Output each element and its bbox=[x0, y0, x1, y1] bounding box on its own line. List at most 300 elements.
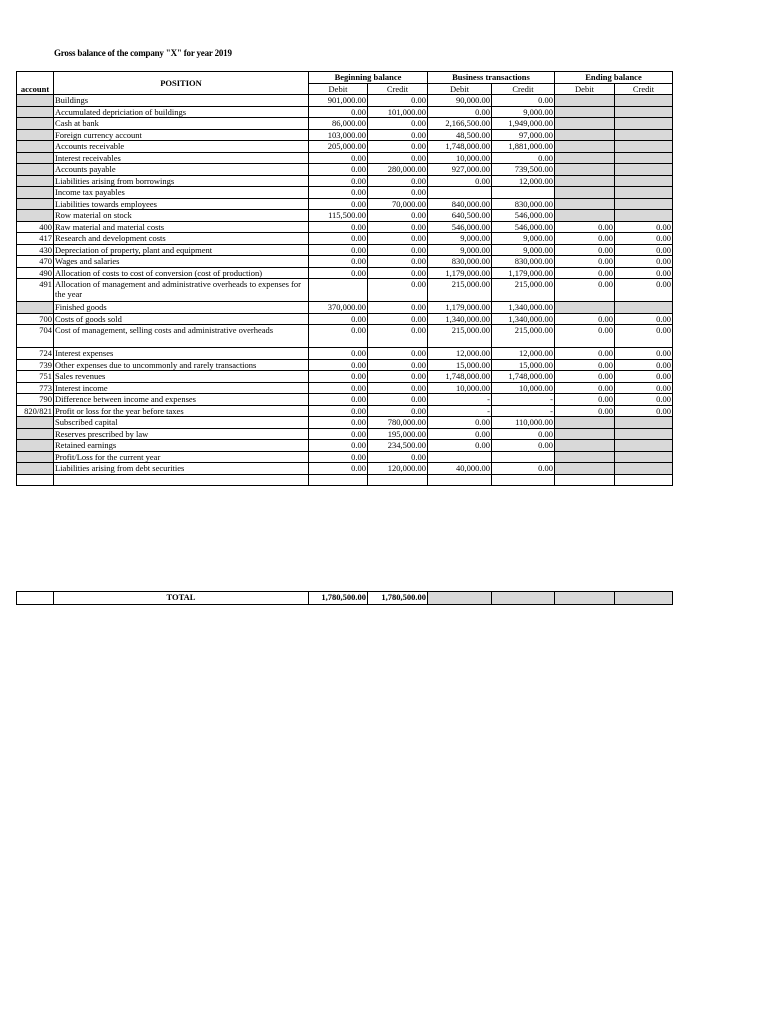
position-cell: Income tax payables bbox=[54, 187, 309, 199]
eb-debit-cell bbox=[555, 95, 615, 107]
bt-debit-cell: 2,166,500.00 bbox=[428, 118, 492, 130]
bb-debit-cell: 0.00 bbox=[309, 382, 368, 394]
account-cell: 400 bbox=[17, 221, 54, 233]
table-row bbox=[17, 198, 673, 210]
bb-debit-cell: 0.00 bbox=[309, 198, 368, 210]
account-cell bbox=[17, 302, 54, 314]
position-cell: Reserves prescribed by law bbox=[54, 428, 309, 440]
eb-debit-cell bbox=[555, 129, 615, 141]
bt-credit-cell: 1,340,000.00 bbox=[492, 313, 555, 325]
bb-credit-cell: 120,000.00 bbox=[368, 463, 428, 475]
eb-debit-cell bbox=[555, 417, 615, 429]
eb-credit-cell: 0.00 bbox=[615, 279, 673, 302]
bb-debit-cell: 0.00 bbox=[309, 187, 368, 199]
eb-debit-cell bbox=[555, 106, 615, 118]
table-row bbox=[17, 106, 673, 118]
bb-debit-cell: 0.00 bbox=[309, 428, 368, 440]
account-cell bbox=[17, 106, 54, 118]
eb-credit-cell bbox=[615, 463, 673, 475]
table-row bbox=[17, 474, 673, 486]
bt-debit-cell: 1,748,000.00 bbox=[428, 141, 492, 153]
eb-debit-cell: 0.00 bbox=[555, 313, 615, 325]
account-cell: 820/821 bbox=[17, 405, 54, 417]
eb-debit-cell: 0.00 bbox=[555, 405, 615, 417]
bt-credit-cell: 9,000.00 bbox=[492, 244, 555, 256]
total-bt-debit bbox=[428, 592, 492, 605]
eb-debit-cell bbox=[555, 440, 615, 452]
eb-credit-cell: 0.00 bbox=[615, 244, 673, 256]
bt-credit-cell: 1,949,000.00 bbox=[492, 118, 555, 130]
eb-credit-cell bbox=[615, 152, 673, 164]
bb-debit-cell: 370,000.00 bbox=[309, 302, 368, 314]
bb-credit-cell: 0.00 bbox=[368, 267, 428, 279]
table-row bbox=[17, 371, 673, 383]
bb-debit-cell: 0.00 bbox=[309, 164, 368, 176]
table-row bbox=[17, 313, 673, 325]
eb-debit-cell bbox=[555, 164, 615, 176]
bt-debit-cell: 1,179,000.00 bbox=[428, 267, 492, 279]
eb-credit-cell: 0.00 bbox=[615, 325, 673, 348]
eb-debit-cell: 0.00 bbox=[555, 359, 615, 371]
eb-credit-cell: 0.00 bbox=[615, 359, 673, 371]
header-ending-balance: Ending balance bbox=[555, 72, 673, 84]
eb-debit-cell bbox=[555, 302, 615, 314]
eb-credit-cell: 0.00 bbox=[615, 382, 673, 394]
account-cell bbox=[17, 129, 54, 141]
bb-debit-cell: 0.00 bbox=[309, 451, 368, 463]
account-cell bbox=[17, 417, 54, 429]
eb-credit-cell bbox=[615, 428, 673, 440]
account-cell: 491 bbox=[17, 279, 54, 302]
account-cell: 724 bbox=[17, 348, 54, 360]
account-cell bbox=[17, 428, 54, 440]
bt-credit-cell: 215,000.00 bbox=[492, 279, 555, 302]
bt-credit-cell: 97,000.00 bbox=[492, 129, 555, 141]
total-bt-credit bbox=[492, 592, 555, 605]
position-cell: Liabilities arising from debt securities bbox=[54, 463, 309, 475]
account-cell bbox=[17, 152, 54, 164]
bt-debit-cell bbox=[428, 474, 492, 486]
eb-debit-cell: 0.00 bbox=[555, 267, 615, 279]
bb-debit-cell: 86,000.00 bbox=[309, 118, 368, 130]
bb-credit-cell: 780,000.00 bbox=[368, 417, 428, 429]
position-cell: Sales revenues bbox=[54, 371, 309, 383]
total-eb-debit bbox=[555, 592, 615, 605]
bb-debit-cell: 0.00 bbox=[309, 256, 368, 268]
account-cell: 704 bbox=[17, 325, 54, 348]
eb-debit-cell bbox=[555, 210, 615, 222]
bb-debit-cell: 0.00 bbox=[309, 175, 368, 187]
eb-debit-cell: 0.00 bbox=[555, 371, 615, 383]
eb-debit-cell bbox=[555, 118, 615, 130]
bt-credit-cell bbox=[492, 451, 555, 463]
position-cell: Allocation of management and administrative overheads to expenses for the year bbox=[54, 279, 309, 302]
eb-debit-cell bbox=[555, 474, 615, 486]
account-cell: 773 bbox=[17, 382, 54, 394]
table-row bbox=[17, 256, 673, 268]
eb-debit-cell: 0.00 bbox=[555, 279, 615, 302]
table-row bbox=[17, 405, 673, 417]
table-row bbox=[17, 233, 673, 245]
bt-debit-cell: 1,179,000.00 bbox=[428, 302, 492, 314]
eb-credit-cell bbox=[615, 210, 673, 222]
position-cell: Interest expenses bbox=[54, 348, 309, 360]
bb-credit-cell: 0.00 bbox=[368, 348, 428, 360]
position-cell: Retained earnings bbox=[54, 440, 309, 452]
eb-debit-cell bbox=[555, 152, 615, 164]
eb-credit-cell: 0.00 bbox=[615, 256, 673, 268]
table-row bbox=[17, 382, 673, 394]
position-cell: Accumulated depriciation of buildings bbox=[54, 106, 309, 118]
bt-credit-cell: 12,000.00 bbox=[492, 175, 555, 187]
bb-credit-cell: 0.00 bbox=[368, 371, 428, 383]
account-cell bbox=[17, 187, 54, 199]
total-label: TOTAL bbox=[54, 592, 309, 605]
account-cell bbox=[17, 118, 54, 130]
bb-credit-cell: 195,000.00 bbox=[368, 428, 428, 440]
bb-debit-cell: 0.00 bbox=[309, 152, 368, 164]
position-cell: Profit or loss for the year before taxes bbox=[54, 405, 309, 417]
eb-debit-cell bbox=[555, 187, 615, 199]
bb-credit-cell: 0.00 bbox=[368, 187, 428, 199]
bt-credit-cell: 0.00 bbox=[492, 95, 555, 107]
position-cell: Raw material and material costs bbox=[54, 221, 309, 233]
header-bt-debit: Debit bbox=[428, 83, 492, 95]
eb-credit-cell bbox=[615, 106, 673, 118]
position-cell: Liabilities towards employees bbox=[54, 198, 309, 210]
eb-debit-cell: 0.00 bbox=[555, 325, 615, 348]
eb-credit-cell bbox=[615, 198, 673, 210]
bb-credit-cell: 101,000.00 bbox=[368, 106, 428, 118]
bt-debit-cell: 10,000.00 bbox=[428, 382, 492, 394]
bb-credit-cell: 0.00 bbox=[368, 451, 428, 463]
position-cell: Row material on stock bbox=[54, 210, 309, 222]
bt-credit-cell: 9,000.00 bbox=[492, 233, 555, 245]
eb-credit-cell: 0.00 bbox=[615, 221, 673, 233]
table-row bbox=[17, 129, 673, 141]
bt-credit-cell: 12,000.00 bbox=[492, 348, 555, 360]
table-row bbox=[17, 118, 673, 130]
table-row bbox=[17, 451, 673, 463]
bb-debit-cell: 0.00 bbox=[309, 394, 368, 406]
bb-debit-cell: 103,000.00 bbox=[309, 129, 368, 141]
bt-debit-cell: - bbox=[428, 394, 492, 406]
bt-debit-cell: 15,000.00 bbox=[428, 359, 492, 371]
bb-debit-cell: 0.00 bbox=[309, 348, 368, 360]
position-cell: Cost of management, selling costs and administrative overheads bbox=[54, 325, 309, 348]
eb-debit-cell: 0.00 bbox=[555, 256, 615, 268]
position-cell: Accounts payable bbox=[54, 164, 309, 176]
table-row bbox=[17, 440, 673, 452]
total-row bbox=[17, 592, 673, 605]
header-bb-debit: Debit bbox=[309, 83, 368, 95]
total-account-cell bbox=[17, 592, 54, 605]
bb-debit-cell: 0.00 bbox=[309, 233, 368, 245]
eb-credit-cell bbox=[615, 164, 673, 176]
bt-credit-cell: 1,179,000.00 bbox=[492, 267, 555, 279]
bb-debit-cell: 0.00 bbox=[309, 221, 368, 233]
eb-debit-cell: 0.00 bbox=[555, 221, 615, 233]
bt-credit-cell: 0.00 bbox=[492, 428, 555, 440]
bt-credit-cell: 215,000.00 bbox=[492, 325, 555, 348]
table-row bbox=[17, 152, 673, 164]
table-row bbox=[17, 175, 673, 187]
table-row bbox=[17, 325, 673, 348]
eb-debit-cell bbox=[555, 198, 615, 210]
eb-credit-cell: 0.00 bbox=[615, 405, 673, 417]
eb-debit-cell: 0.00 bbox=[555, 382, 615, 394]
bt-debit-cell: 927,000.00 bbox=[428, 164, 492, 176]
eb-credit-cell: 0.00 bbox=[615, 394, 673, 406]
bt-debit-cell: 0.00 bbox=[428, 440, 492, 452]
bb-credit-cell: 0.00 bbox=[368, 210, 428, 222]
eb-debit-cell bbox=[555, 175, 615, 187]
eb-credit-cell bbox=[615, 474, 673, 486]
account-cell bbox=[17, 451, 54, 463]
eb-credit-cell bbox=[615, 417, 673, 429]
total-bb-debit: 1,780,500.00 bbox=[309, 592, 368, 605]
bt-debit-cell: 90,000.00 bbox=[428, 95, 492, 107]
bb-credit-cell: 0.00 bbox=[368, 175, 428, 187]
total-eb-credit bbox=[615, 592, 673, 605]
bb-debit-cell: 205,000.00 bbox=[309, 141, 368, 153]
total-table bbox=[16, 591, 673, 605]
bt-credit-cell: 10,000.00 bbox=[492, 382, 555, 394]
bt-credit-cell: 1,340,000.00 bbox=[492, 302, 555, 314]
account-cell bbox=[17, 198, 54, 210]
position-cell: Liabilities arising from borrowings bbox=[54, 175, 309, 187]
bt-credit-cell: 546,000.00 bbox=[492, 210, 555, 222]
account-cell bbox=[17, 463, 54, 475]
table-row bbox=[17, 348, 673, 360]
position-cell: Subscribed capital bbox=[54, 417, 309, 429]
account-cell bbox=[17, 440, 54, 452]
bb-debit-cell: 0.00 bbox=[309, 244, 368, 256]
eb-credit-cell bbox=[615, 129, 673, 141]
bt-debit-cell: 9,000.00 bbox=[428, 233, 492, 245]
bt-credit-cell: 1,881,000.00 bbox=[492, 141, 555, 153]
eb-debit-cell bbox=[555, 463, 615, 475]
position-cell: Other expenses due to uncommonly and rarely transactions bbox=[54, 359, 309, 371]
position-cell: Interest receivables bbox=[54, 152, 309, 164]
bb-credit-cell: 0.00 bbox=[368, 394, 428, 406]
account-cell: 751 bbox=[17, 371, 54, 383]
bt-debit-cell: 10,000.00 bbox=[428, 152, 492, 164]
bb-credit-cell: 0.00 bbox=[368, 129, 428, 141]
bt-debit-cell: 1,748,000.00 bbox=[428, 371, 492, 383]
bb-credit-cell: 70,000.00 bbox=[368, 198, 428, 210]
position-cell: Allocation of costs to cost of conversion (cost of production) bbox=[54, 267, 309, 279]
bt-debit-cell: 215,000.00 bbox=[428, 279, 492, 302]
eb-debit-cell: 0.00 bbox=[555, 394, 615, 406]
position-cell: Depreciation of property, plant and equipment bbox=[54, 244, 309, 256]
bt-debit-cell: 640,500.00 bbox=[428, 210, 492, 222]
bb-credit-cell: 234,500.00 bbox=[368, 440, 428, 452]
bb-debit-cell: 0.00 bbox=[309, 405, 368, 417]
table-row bbox=[17, 164, 673, 176]
table-row bbox=[17, 302, 673, 314]
account-cell: 417 bbox=[17, 233, 54, 245]
eb-credit-cell bbox=[615, 118, 673, 130]
bt-debit-cell: 0.00 bbox=[428, 417, 492, 429]
bb-credit-cell: 0.00 bbox=[368, 325, 428, 348]
table-row bbox=[17, 417, 673, 429]
position-cell: Interest income bbox=[54, 382, 309, 394]
eb-debit-cell bbox=[555, 141, 615, 153]
bb-credit-cell: 0.00 bbox=[368, 244, 428, 256]
header-bt-credit: Credit bbox=[492, 83, 555, 95]
bt-credit-cell: 830,000.00 bbox=[492, 198, 555, 210]
bt-debit-cell: 0.00 bbox=[428, 428, 492, 440]
header-bb-credit: Credit bbox=[368, 83, 428, 95]
eb-credit-cell bbox=[615, 141, 673, 153]
position-cell: Buildings bbox=[54, 95, 309, 107]
bt-credit-cell: 0.00 bbox=[492, 440, 555, 452]
table-row bbox=[17, 359, 673, 371]
bt-debit-cell: 0.00 bbox=[428, 106, 492, 118]
position-cell: Costs of goods sold bbox=[54, 313, 309, 325]
table-row bbox=[17, 244, 673, 256]
bt-credit-cell: 0.00 bbox=[492, 152, 555, 164]
account-cell: 430 bbox=[17, 244, 54, 256]
table-row bbox=[17, 141, 673, 153]
page-title: Gross balance of the company "X" for year 2019 bbox=[54, 48, 232, 58]
bb-credit-cell: 0.00 bbox=[368, 279, 428, 302]
eb-debit-cell bbox=[555, 428, 615, 440]
bt-debit-cell: 0.00 bbox=[428, 175, 492, 187]
position-cell: Foreign currency account bbox=[54, 129, 309, 141]
balance-table bbox=[16, 71, 673, 486]
bb-credit-cell bbox=[368, 474, 428, 486]
bb-credit-cell: 0.00 bbox=[368, 405, 428, 417]
bt-credit-cell: 9,000.00 bbox=[492, 106, 555, 118]
table-row bbox=[17, 394, 673, 406]
table-row bbox=[17, 267, 673, 279]
table-row bbox=[17, 428, 673, 440]
bb-debit-cell: 0.00 bbox=[309, 371, 368, 383]
bt-credit-cell: 15,000.00 bbox=[492, 359, 555, 371]
bt-credit-cell: 830,000.00 bbox=[492, 256, 555, 268]
bt-debit-cell bbox=[428, 187, 492, 199]
position-cell: Difference between income and expenses bbox=[54, 394, 309, 406]
position-cell: Finished goods bbox=[54, 302, 309, 314]
table-row bbox=[17, 95, 673, 107]
header-account: account bbox=[17, 72, 54, 95]
account-cell: 470 bbox=[17, 256, 54, 268]
bt-credit-cell: 739,500.00 bbox=[492, 164, 555, 176]
account-cell: 700 bbox=[17, 313, 54, 325]
bb-credit-cell: 0.00 bbox=[368, 382, 428, 394]
bb-credit-cell: 0.00 bbox=[368, 141, 428, 153]
account-cell: 739 bbox=[17, 359, 54, 371]
bb-credit-cell: 0.00 bbox=[368, 118, 428, 130]
eb-debit-cell: 0.00 bbox=[555, 233, 615, 245]
bt-debit-cell: 215,000.00 bbox=[428, 325, 492, 348]
bb-debit-cell bbox=[309, 474, 368, 486]
eb-credit-cell bbox=[615, 451, 673, 463]
bt-debit-cell: 840,000.00 bbox=[428, 198, 492, 210]
account-cell: 790 bbox=[17, 394, 54, 406]
position-cell: Accounts receivable bbox=[54, 141, 309, 153]
header-eb-credit: Credit bbox=[615, 83, 673, 95]
table-row bbox=[17, 463, 673, 475]
bt-debit-cell: 40,000.00 bbox=[428, 463, 492, 475]
bt-credit-cell: 1,748,000.00 bbox=[492, 371, 555, 383]
bt-credit-cell: 0.00 bbox=[492, 463, 555, 475]
eb-debit-cell bbox=[555, 451, 615, 463]
bb-debit-cell: 0.00 bbox=[309, 440, 368, 452]
eb-credit-cell bbox=[615, 187, 673, 199]
header-position: POSITION bbox=[54, 72, 309, 95]
account-cell bbox=[17, 164, 54, 176]
header-beginning-balance: Beginning balance bbox=[309, 72, 428, 84]
bb-credit-cell: 0.00 bbox=[368, 359, 428, 371]
header-eb-debit: Debit bbox=[555, 83, 615, 95]
account-cell: 490 bbox=[17, 267, 54, 279]
bt-credit-cell bbox=[492, 474, 555, 486]
bt-debit-cell: 48,500.00 bbox=[428, 129, 492, 141]
eb-credit-cell bbox=[615, 302, 673, 314]
table-row bbox=[17, 279, 673, 302]
header-business-transactions: Business transactions bbox=[428, 72, 555, 84]
bb-credit-cell: 0.00 bbox=[368, 152, 428, 164]
position-cell: Profit/Loss for the current year bbox=[54, 451, 309, 463]
bb-credit-cell: 0.00 bbox=[368, 302, 428, 314]
bt-debit-cell: - bbox=[428, 405, 492, 417]
bt-debit-cell: 546,000.00 bbox=[428, 221, 492, 233]
eb-credit-cell: 0.00 bbox=[615, 371, 673, 383]
position-cell: Wages and salaries bbox=[54, 256, 309, 268]
eb-credit-cell: 0.00 bbox=[615, 313, 673, 325]
bb-debit-cell bbox=[309, 279, 368, 302]
eb-credit-cell: 0.00 bbox=[615, 348, 673, 360]
bt-debit-cell: 9,000.00 bbox=[428, 244, 492, 256]
bb-debit-cell: 0.00 bbox=[309, 359, 368, 371]
account-cell bbox=[17, 141, 54, 153]
eb-debit-cell: 0.00 bbox=[555, 244, 615, 256]
table-row bbox=[17, 221, 673, 233]
position-cell bbox=[54, 474, 309, 486]
account-cell bbox=[17, 210, 54, 222]
bb-credit-cell: 280,000.00 bbox=[368, 164, 428, 176]
bt-debit-cell: 12,000.00 bbox=[428, 348, 492, 360]
bb-debit-cell: 0.00 bbox=[309, 325, 368, 348]
eb-credit-cell bbox=[615, 95, 673, 107]
eb-credit-cell bbox=[615, 175, 673, 187]
bb-credit-cell: 0.00 bbox=[368, 256, 428, 268]
bb-credit-cell: 0.00 bbox=[368, 233, 428, 245]
account-cell bbox=[17, 95, 54, 107]
bt-debit-cell: 830,000.00 bbox=[428, 256, 492, 268]
position-cell: Research and development costs bbox=[54, 233, 309, 245]
table-row bbox=[17, 210, 673, 222]
bt-credit-cell: - bbox=[492, 405, 555, 417]
eb-credit-cell: 0.00 bbox=[615, 267, 673, 279]
bb-debit-cell: 0.00 bbox=[309, 313, 368, 325]
table-row bbox=[17, 187, 673, 199]
bb-debit-cell: 0.00 bbox=[309, 417, 368, 429]
bb-credit-cell: 0.00 bbox=[368, 95, 428, 107]
balance-table-body bbox=[17, 72, 673, 486]
bb-debit-cell: 0.00 bbox=[309, 267, 368, 279]
bt-credit-cell bbox=[492, 187, 555, 199]
account-cell bbox=[17, 175, 54, 187]
eb-credit-cell bbox=[615, 440, 673, 452]
bb-debit-cell: 901,000.00 bbox=[309, 95, 368, 107]
bt-credit-cell: 110,000.00 bbox=[492, 417, 555, 429]
account-cell bbox=[17, 474, 54, 486]
bb-debit-cell: 0.00 bbox=[309, 106, 368, 118]
